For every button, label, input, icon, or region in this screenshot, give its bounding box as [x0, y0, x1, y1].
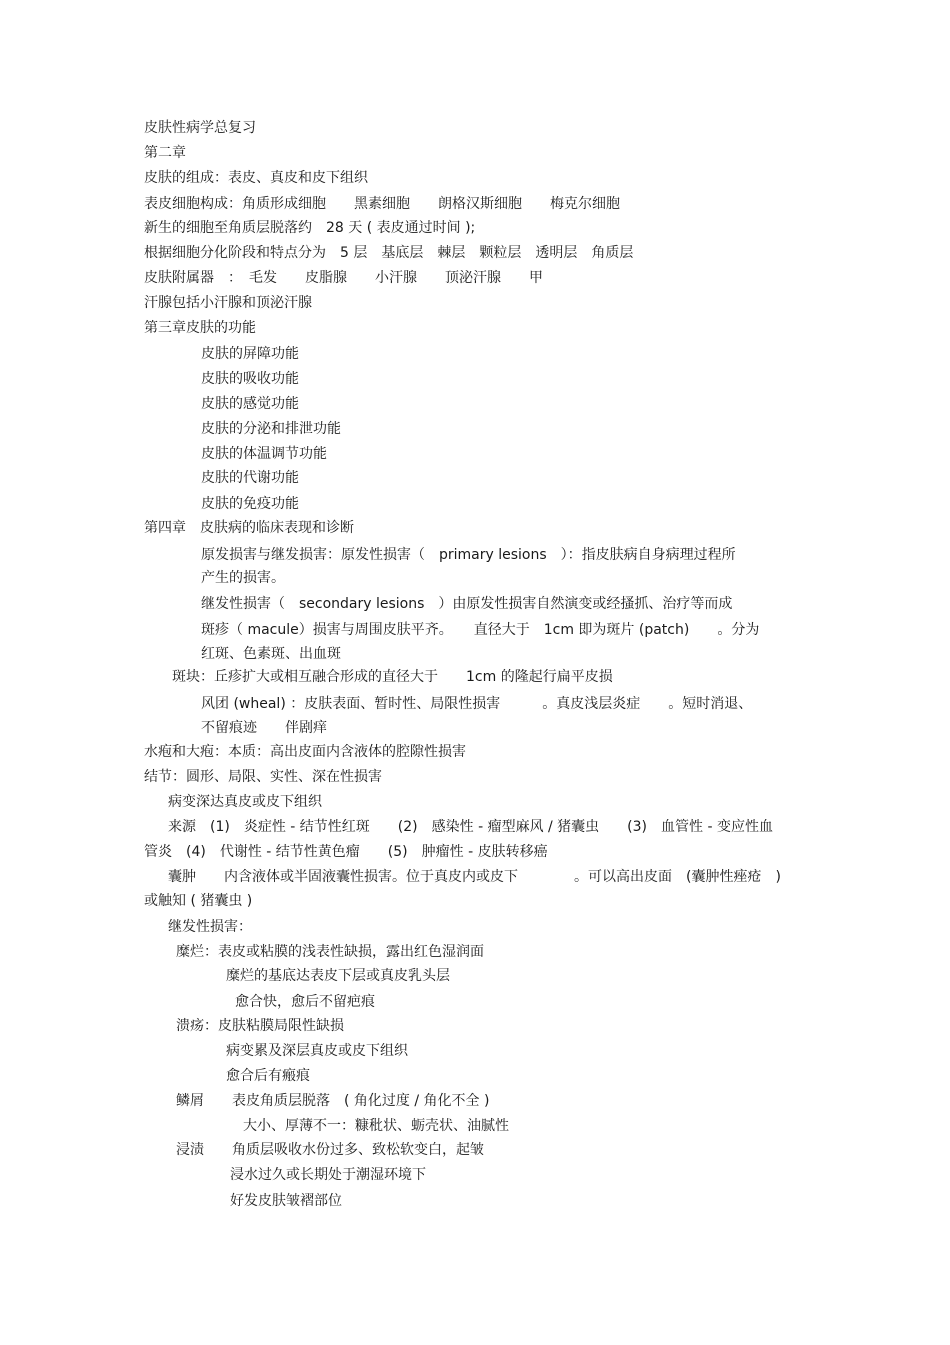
text-line: 或触知 ( 猪囊虫 ) [144, 893, 253, 909]
text-line: 囊肿 内含液体或半固液囊性损害。位于真皮内或皮下 。可以高出皮面 (囊肿性痤疮 ) [168, 869, 781, 885]
text-line: 愈合快，愈后不留疤痕 [235, 994, 375, 1010]
text-line: 红斑、色素斑、出血斑 [201, 646, 341, 662]
text-line: 继发性损害（ secondary lesions ）由原发性损害自然演变或经搔抓、治疗等而成 [201, 596, 733, 612]
text-line: 管炎 (4) 代谢性 - 结节性黄色瘤 (5) 肿瘤性 - 皮肤转移癌 [144, 844, 548, 860]
text-line: 皮肤的组成：表皮、真皮和皮下组织 [144, 170, 368, 186]
list-item: 皮肤的代谢功能 [201, 470, 299, 486]
text-line: 斑块：丘疹扩大或相互融合形成的直径大于 1cm 的隆起行扁平皮损 [172, 669, 613, 685]
text-line: 表皮细胞构成：角质形成细胞 黑素细胞 朗格汉斯细胞 梅克尔细胞 [144, 196, 620, 212]
text-line: 糜烂的基底达表皮下层或真皮乳头层 [226, 968, 450, 984]
text-line: 鳞屑 表皮角质层脱落 ( 角化过度 / 角化不全 ) [176, 1093, 490, 1109]
chapter-heading: 第三章皮肤的功能 [144, 320, 256, 336]
chapter-heading: 第二章 [144, 145, 186, 161]
list-item: 皮肤的分泌和排泄功能 [201, 421, 341, 437]
text-line: 结节：圆形、局限、实性、深在性损害 [144, 769, 382, 785]
list-item: 皮肤的吸收功能 [201, 371, 299, 387]
text-line: 糜烂：表皮或粘膜的浅表性缺损，露出红色湿润面 [176, 944, 484, 960]
text-line: 不留痕迹 伴剧痒 [201, 720, 327, 736]
text-line: 浸渍 角质层吸收水份过多、致松软变白，起皱 [176, 1142, 484, 1158]
text-line: 来源 (1) 炎症性 - 结节性红斑 (2) 感染性 - 瘤型麻风 / 猪囊虫 (3) 血管性 - 变应性血 [168, 819, 773, 835]
chapter-heading: 第四章 皮肤病的临床表现和诊断 [144, 520, 354, 536]
text-line: 汗腺包括小汗腺和顶泌汗腺 [144, 295, 312, 311]
text-line: 病变深达真皮或皮下组织 [168, 794, 322, 810]
list-item: 皮肤的体温调节功能 [201, 446, 327, 462]
text-line: 好发皮肤皱褶部位 [230, 1193, 342, 1209]
text-line: 大小、厚薄不一：糠秕状、蛎壳状、油腻性 [243, 1118, 509, 1134]
text-line: 斑疹（ macule）损害与周围皮肤平齐。 直径大于 1cm 即为斑片 (patch) 。分为 [201, 622, 760, 638]
text-line: 浸水过久或长期处于潮湿环境下 [230, 1167, 426, 1183]
text-line: 风团 (wheal) ：皮肤表面、暂时性、局限性损害 。真皮浅层炎症 。短时消退、 [201, 696, 753, 712]
text-line: 产生的损害。 [201, 570, 285, 586]
list-item: 皮肤的感觉功能 [201, 396, 299, 412]
text-line: 新生的细胞至角质层脱落约 28 天 ( 表皮通过时间 ); [144, 220, 476, 236]
text-line: 溃疡：皮肤粘膜局限性缺损 [176, 1018, 344, 1034]
text-line: 皮肤附属器 ： 毛发 皮脂腺 小汗腺 顶泌汗腺 甲 [144, 270, 543, 286]
list-item: 皮肤的免疫功能 [201, 496, 299, 512]
text-line: 原发损害与继发损害：原发性损害（ primary lesions ）：指皮肤病自身病理过程所 [201, 547, 736, 563]
text-line: 水疱和大疱：本质：高出皮面内含液体的腔隙性损害 [144, 744, 466, 760]
text-line: 继发性损害： [168, 919, 252, 935]
text-line: 病变累及深层真皮或皮下组织 [226, 1043, 408, 1059]
text-line: 愈合后有瘢痕 [226, 1068, 310, 1084]
text-line: 根据细胞分化阶段和特点分为 5 层 基底层 棘层 颗粒层 透明层 角质层 [144, 245, 634, 261]
doc-title: 皮肤性病学总复习 [144, 120, 256, 136]
list-item: 皮肤的屏障功能 [201, 346, 299, 362]
